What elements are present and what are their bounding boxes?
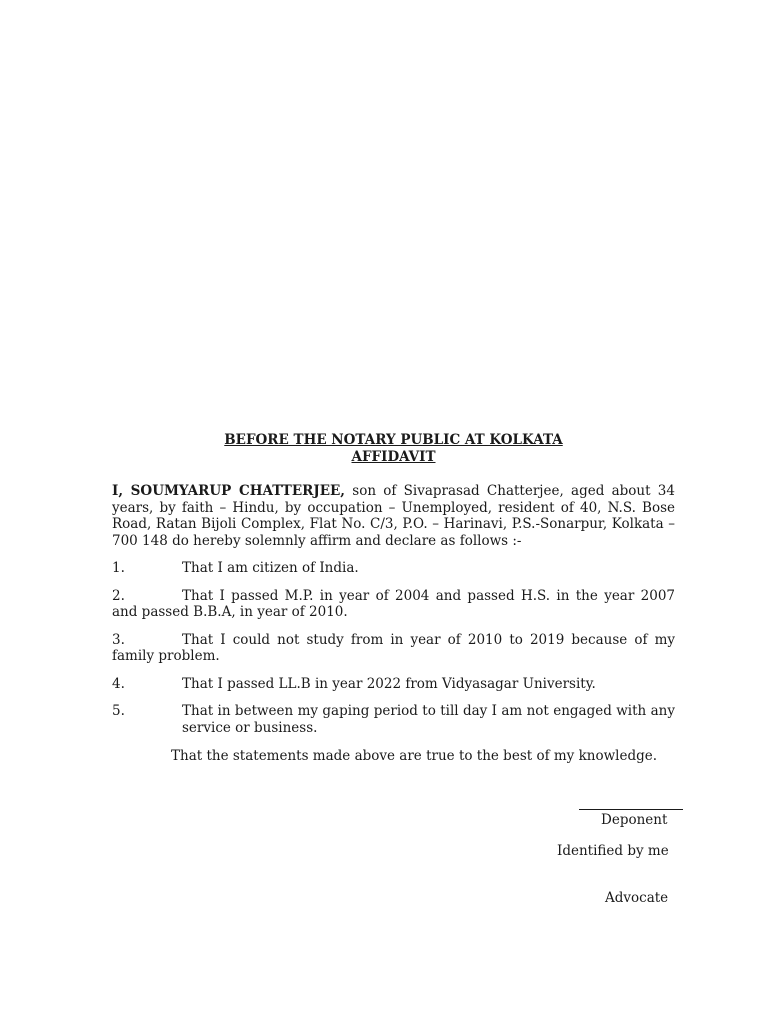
identified-label: Identified by me bbox=[557, 843, 669, 859]
deponent-label: Deponent bbox=[601, 812, 668, 828]
statement-item bbox=[112, 632, 675, 665]
affidavit-body bbox=[112, 432, 675, 765]
advocate-label: Advocate bbox=[605, 890, 669, 906]
heading-affidavit: AFFIDAVIT bbox=[351, 448, 436, 465]
statement-number: 4. bbox=[112, 675, 125, 692]
statement-number: 5. bbox=[112, 703, 125, 719]
statement-item bbox=[112, 588, 675, 621]
statement-text: That I passed M.P. in year of 2004 and passed H.S. in the year 2007 and passed B.B.A, in year of 2010. bbox=[112, 587, 675, 620]
statement-item bbox=[112, 560, 675, 577]
deponent-name: I, SOUMYARUP CHATTERJEE, bbox=[112, 483, 345, 499]
statement-text: That I could not study from in year of 2010 to 2019 because of my family problem. bbox=[112, 631, 675, 664]
closing-statement: That the statements made above are true to the best of my knowledge. bbox=[171, 748, 658, 764]
signature-line bbox=[579, 809, 683, 810]
statement-text: That I am citizen of India. bbox=[182, 560, 359, 576]
statement-item bbox=[112, 703, 675, 736]
statement-text: That in between my gaping period to till day I am not engaged with any service or business. bbox=[182, 703, 675, 736]
statement-number: 2. bbox=[112, 587, 125, 604]
statement-number: 3. bbox=[112, 631, 125, 648]
heading-notary: BEFORE THE NOTARY PUBLIC AT KOLKATA bbox=[224, 432, 563, 448]
statement-number: 1. bbox=[112, 560, 125, 576]
statement-text: That I passed LL.B in year 2022 from Vidyasagar University. bbox=[182, 675, 596, 692]
intro-paragraph bbox=[112, 483, 675, 549]
statement-item bbox=[112, 676, 675, 693]
intro-text: son of Sivaprasad Chatterjee, aged about 34 years, by faith – Hindu, by occupation – Unemployed, resident of 40, N.S. Bose Road, Ratan Bijoli Complex, Flat No. C/3, P.O. – Harinavi, P.S.-Sonarpur, Kolkata – 700 148 do hereby solemnly affirm and declare as follows :- bbox=[112, 483, 675, 549]
